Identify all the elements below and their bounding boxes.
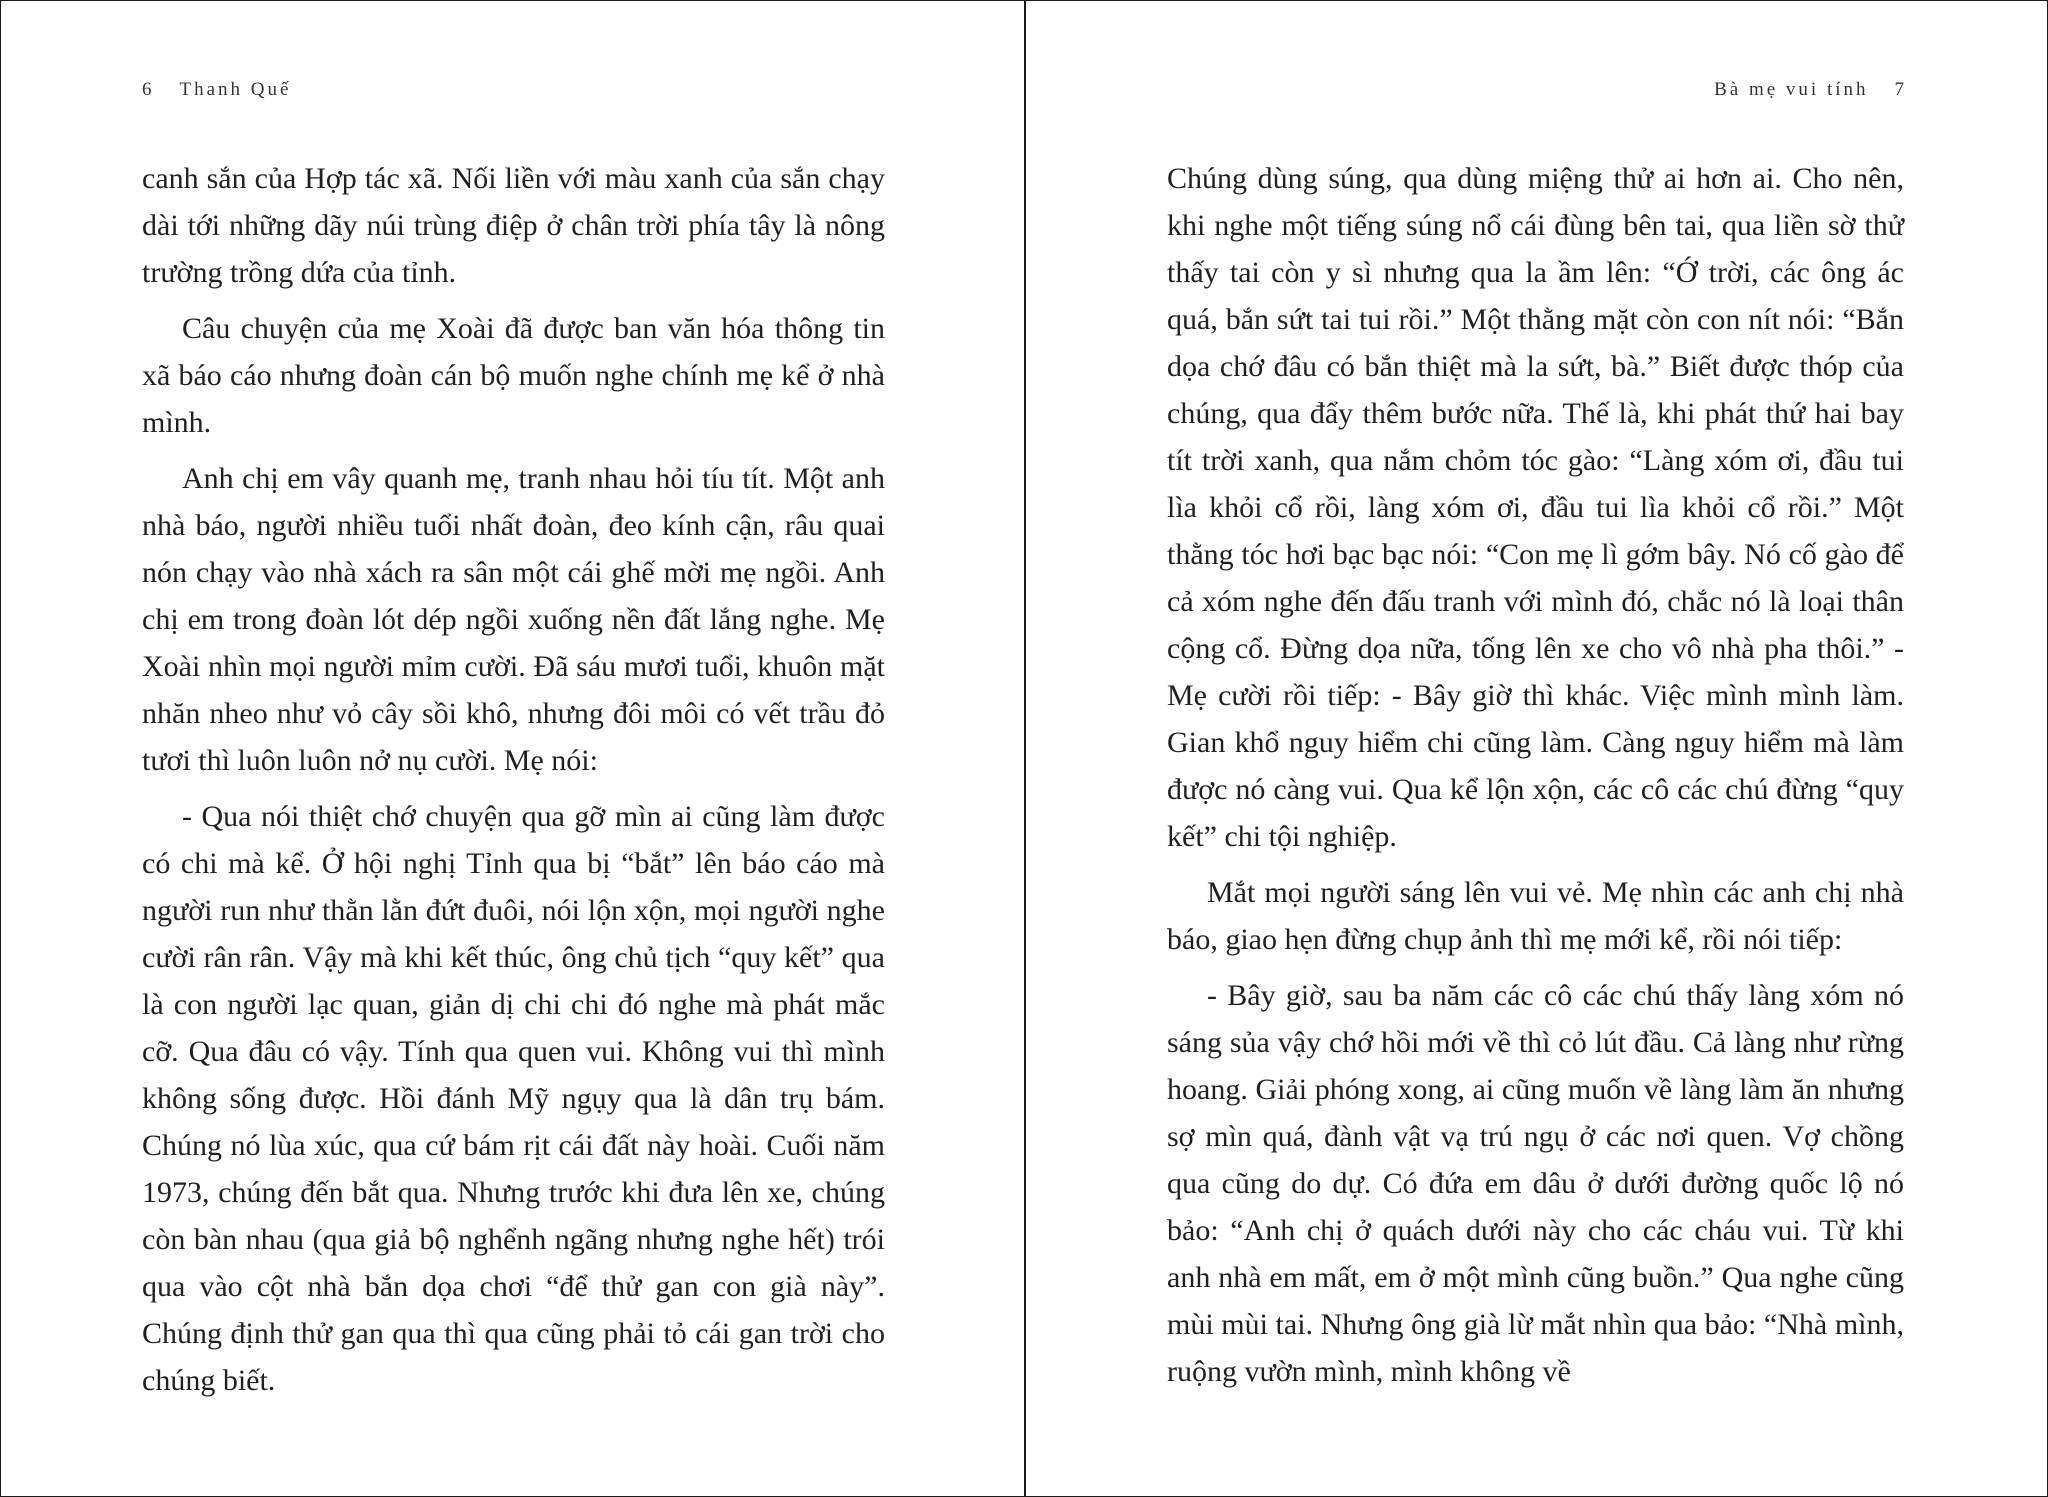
right-text-block <box>1167 155 1904 1404</box>
right-running-head <box>1714 79 1904 101</box>
left-text-block <box>142 155 885 1413</box>
chapter-title: Bà mẹ vui tính <box>1714 79 1869 100</box>
left-paragraph-2: Câu chuyện của mẹ Xoài đã được ban văn hóa thông tin xã báo cáo nhưng đoàn cán bộ muốn nghe chính mẹ kể ở nhà mình. <box>142 312 885 439</box>
right-paragraph-2: Mắt mọi người sáng lên vui vẻ. Mẹ nhìn các anh chị nhà báo, giao hẹn đừng chụp ảnh thì mẹ mới kể, rồi nói tiếp: <box>1167 876 1904 956</box>
right-paragraph-1: Chúng dùng súng, qua dùng miệng thử ai hơn ai. Cho nên, khi nghe một tiếng súng nổ cái đùng bên tai, qua liền sờ thử thấy tai còn y sì nhưng qua la ầm lên: “Ớ trời, các ông ác quá, bắn sứt tai tui rồi.” Một thằng mặt còn con nít nói: “Bắn dọa chớ đâu có bắn thiệt mà la sứt, bà.” Biết được thóp của chúng, qua đẩy thêm bước nữa. Thế là, khi phát thứ hai bay tít trời xanh, qua nắm chỏm tóc gào: “Làng xóm ơi, đầu tui lìa khỏi cổ rồi, làng xóm ơi, đầu tui lìa khỏi cổ rồi.” Một thằng tóc hơi bạc bạc nói: “Con mẹ lì gớm bây. Nó cố gào để cả xóm nghe đến đấu tranh với mình đó, chắc nó là loại thân cộng cổ. Đừng dọa nữa, tống lên xe cho vô nhà pha thôi.” - Mẹ cười rồi tiếp: - Bây giờ thì khác. Việc mình mình làm. Gian khổ nguy hiểm chi cũng làm. Càng nguy hiểm mà làm được nó càng vui. Qua kể lộn xộn, các cô các chú đừng “quy kết” chi tội nghiệp. <box>1167 162 1904 853</box>
left-running-head <box>142 79 291 101</box>
left-paragraph-4: - Qua nói thiệt chớ chuyện qua gỡ mìn ai cũng làm được có chi mà kể. Ở hội nghị Tỉnh qua bị “bắt” lên báo cáo mà người run như thằn lằn đứt đuôi, nói lộn xộn, mọi người nghe cười rân rân. Vậy mà khi kết thúc, ông chủ tịch “quy kết” qua là con người lạc quan, giản dị chi chi đó nghe mà phát mắc cỡ. Qua đâu có vậy. Tính qua quen vui. Không vui thì mình không sống được. Hồi đánh Mỹ ngụy qua là dân trụ bám. Chúng nó lùa xúc, qua cứ bám rịt cái đất này hoài. Cuối năm 1973, chúng đến bắt qua. Nhưng trước khi đưa lên xe, chúng còn bàn nhau (qua giả bộ nghểnh ngãng nhưng nghe hết) trói qua vào cột nhà bắn dọa chơi “để thử gan con già này”. Chúng định thử gan qua thì qua cũng phải tỏ cái gan trời cho chúng biết. <box>142 800 885 1397</box>
right-paragraph-3: - Bây giờ, sau ba năm các cô các chú thấy làng xóm nó sáng sủa vậy chớ hồi mới về thì cỏ lút đầu. Cả làng như rừng hoang. Giải phóng xong, ai cũng muốn về làng làm ăn nhưng sợ mìn quá, đành vật vạ trú ngụ ở các nơi quen. Vợ chồng qua cũng do dự. Có đứa em dâu ở dưới đường quốc lộ nó bảo: “Anh chị ở quách dưới này cho các cháu vui. Từ khi anh nhà em mất, em ở một mình cũng buồn.” Qua nghe cũng mùi mùi tai. Nhưng ông già lừ mắt nhìn qua bảo: “Nhà mình, ruộng vườn mình, mình không về <box>1167 979 1904 1388</box>
left-page <box>1 1 1024 1496</box>
right-page-number: 7 <box>1894 79 1904 100</box>
left-paragraph-1: canh sắn của Hợp tác xã. Nối liền với màu xanh của sắn chạy dài tới những dãy núi trùng điệp ở chân trời phía tây là nông trường trồng dứa của tỉnh. <box>142 162 885 289</box>
author-name: Thanh Quế <box>179 79 292 100</box>
left-paragraph-3: Anh chị em vây quanh mẹ, tranh nhau hỏi tíu tít. Một anh nhà báo, người nhiều tuổi nhất đoàn, đeo kính cận, râu quai nón chạy vào nhà xách ra sân một cái ghế mời mẹ ngồi. Anh chị em trong đoàn lót dép ngồi xuống nền đất lắng nghe. Mẹ Xoài nhìn mọi người mỉm cười. Đã sáu mươi tuổi, khuôn mặt nhăn nheo như vỏ cây sồi khô, nhưng đôi môi có vết trầu đỏ tươi thì luôn luôn nở nụ cười. Mẹ nói: <box>142 462 885 777</box>
right-page <box>1026 1 2047 1496</box>
left-page-number: 6 <box>142 79 152 100</box>
